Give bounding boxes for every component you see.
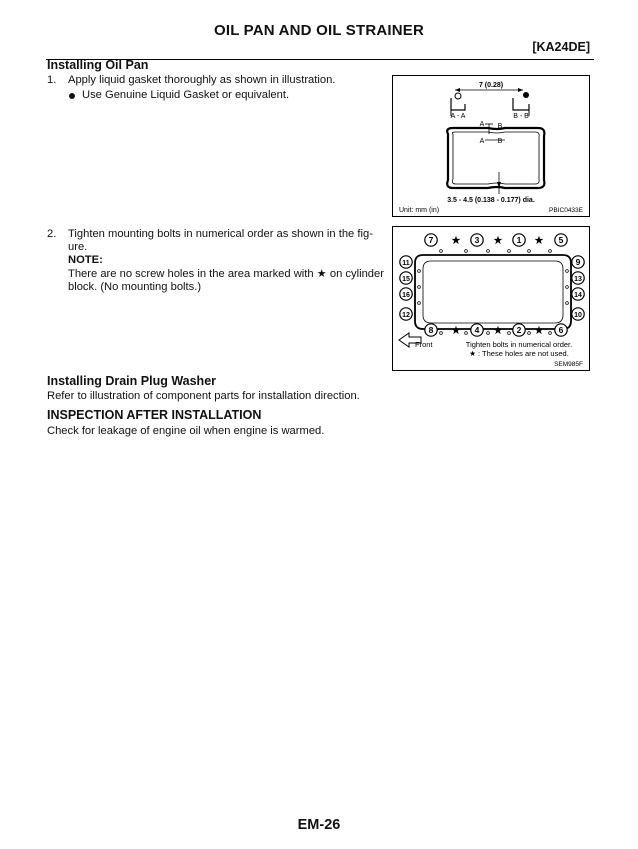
bolt-number: 8 [428,325,434,335]
bolt-number: 16 [402,292,410,299]
step-2-text-line1: Tighten mounting bolts in numerical order as shown in the fig- [68,228,373,240]
note-line2: block. (No mounting bolts.) [68,281,202,293]
unused-hole-star: ★ [451,235,461,247]
step-1-bullet-text: Use Genuine Liquid Gasket or equivalent. [82,89,290,101]
bolt-number: 2 [516,325,522,335]
bolt-hole [487,250,490,253]
unused-hole-star: ★ [534,325,544,337]
section-b-marker-1: B [497,123,503,130]
section-aa-label: A - A [450,113,466,120]
step-2-number: 2. [47,228,57,240]
section-a-marker-1: A [479,121,485,128]
unused-hole-star: ★ [451,325,461,337]
bullet-icon [69,93,75,99]
inspection-text: Check for leakage of engine oil when engine is warmed. [47,425,325,437]
section-heading-inspection: INSPECTION AFTER INSTALLATION [47,408,262,422]
step-2-text-line2: ure. [68,241,88,253]
liquid-gasket-figure [392,75,590,217]
bolt-number: 7 [428,235,434,245]
bolt-number: 15 [402,276,410,283]
bolt-order-diagram [393,227,589,370]
bolt-hole [508,332,511,335]
liquid-gasket-diagram [393,76,589,216]
note-label: NOTE: [68,254,103,266]
bolt-number: 6 [558,325,564,335]
bolt-hole [508,250,511,253]
page-number: EM-26 [297,817,341,833]
figure1-code: PBIC0433E [549,207,583,214]
bolt-number: 4 [474,325,480,335]
caption-line1: Tighten bolts in numerical order. [465,340,573,349]
unused-hole-star: ★ [493,235,503,247]
bolt-hole [465,332,468,335]
bolt-number: 10 [574,312,582,319]
bolt-hole [418,302,421,305]
bolt-hole [487,332,490,335]
section-bb-label: B - B [513,113,529,120]
step-1-number: 1. [47,74,57,86]
bolt-number: 5 [558,235,564,245]
bolt-number: 12 [402,312,410,319]
section-b-marker-2: B [497,138,503,145]
dimension-bottom-label: 3.5 - 4.5 (0.138 - 0.177) dia. [447,197,535,204]
bolt-hole [566,302,569,305]
bolt-hole [549,250,552,253]
note-line1: There are no screw holes in the area marked with ★ on cylinder [68,268,384,280]
unused-hole-star: ★ [493,325,503,337]
bolt-hole [418,270,421,273]
unit-label: Unit: mm (in) [399,207,440,214]
bolt-number: 13 [574,276,582,283]
bolt-number: 14 [574,292,582,299]
bolt-number: 3 [474,235,480,245]
bolt-hole [418,286,421,289]
section-a-marker-2: A [479,138,485,145]
model-code: [KA24DE] [532,40,590,54]
bolt-number: 1 [516,235,522,245]
bolt-hole [465,250,468,253]
bolt-hole [528,250,531,253]
dimension-top-label: 7 (0.28) [478,82,504,89]
bolt-hole [566,270,569,273]
section-heading-drain-plug: Installing Drain Plug Washer [47,374,217,388]
bolt-number: 9 [575,257,581,267]
bolt-hole [549,332,552,335]
drain-plug-text: Refer to illustration of component parts for installation direction. [47,390,360,402]
step-1-text: Apply liquid gasket thoroughly as shown in illustration. [68,74,336,86]
unused-hole-star: ★ [534,235,544,247]
bolt-hole [528,332,531,335]
bolt-number: 11 [402,260,410,267]
front-label: Front [415,340,433,349]
bolt-hole [566,286,569,289]
section-heading-installing-oil-pan: Installing Oil Pan [47,58,149,72]
figure2-code: SEM985F [554,361,583,368]
bolt-hole [440,332,443,335]
caption-line2: ★ : These holes are not used. [469,349,569,358]
page-title: OIL PAN AND OIL STRAINER [213,22,425,39]
bolt-order-figure [392,226,590,371]
bolt-hole [440,250,443,253]
